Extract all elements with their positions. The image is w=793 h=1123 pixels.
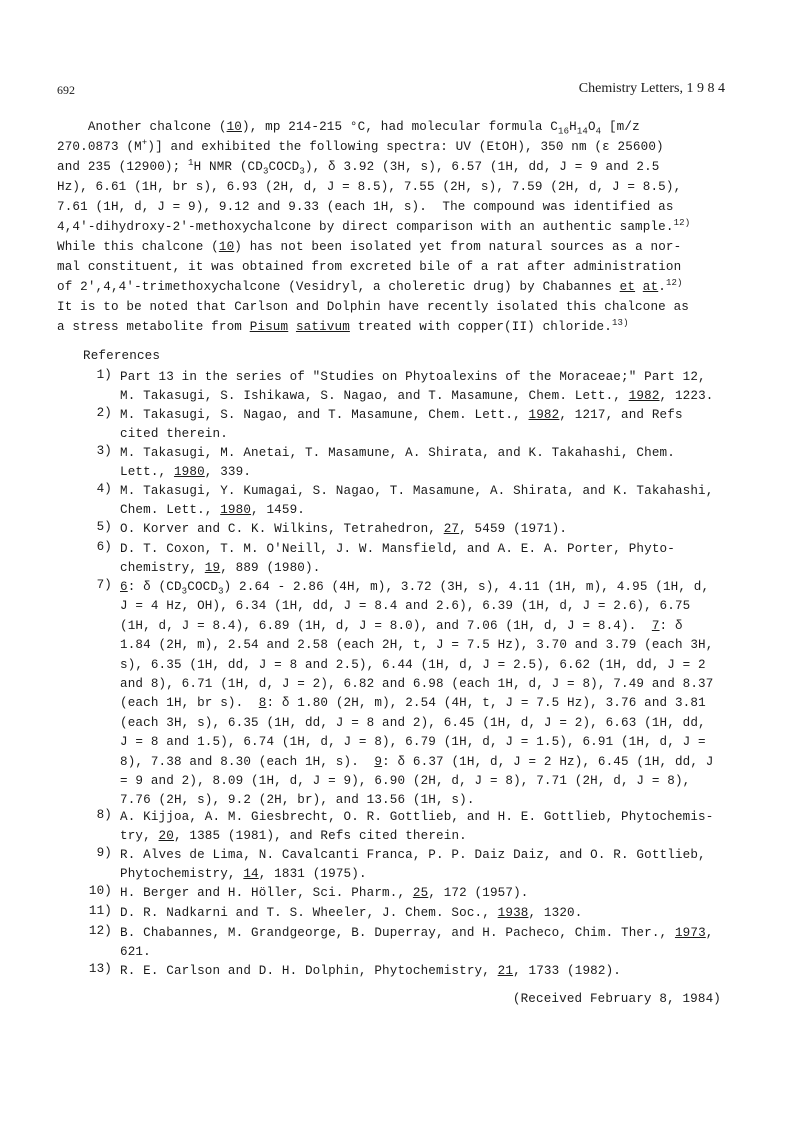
body-line-6: 4,4'-dihydroxy-2'-methoxychalcone by direct comparison with an authentic sample.$^{12)}$ [57,217,691,234]
body-line-1: Another chalcone (10), mp 214-215 °C, had molecular formula $C_{16}H_{14}O_4$ [m/z [57,120,640,137]
reference-number: 10) [88,884,112,898]
body-line-5: 7.61 (1H, d, J = 9), 9.12 and 9.33 (each 1H, s). The compound was identified as [57,200,674,214]
reference-number: 4) [96,482,112,496]
reference-number: 7) [96,578,112,592]
reference-text: D. R. Nadkarni and T. S. Wheeler, J. Chem. Soc., 1938, 1320. [120,906,583,920]
reference-number: 5) [96,520,112,534]
body-line-11: a stress metabolite from Pisum sativum treated with copper(II) chloride.$^{13)}$ [57,317,629,334]
body-line-4: Hz), 6.61 (1H, br s), 6.93 (2H, d, J = 8.5), 7.55 (2H, s), 7.59 (2H, d, J = 8.5), [57,180,682,194]
reference-number: 6) [96,540,112,554]
reference-text: M. Takasugi, M. Anetai, T. Masamune, A. Shirata, and K. Takahashi, Chem. Lett., 1980, 339. [120,446,683,480]
reference-number: 9) [96,846,112,860]
body-line-3: and 235 (12900); $^1$H NMR $(CD_3COCD_3)$, δ 3.92 (3H, s), 6.57 (1H, dd, J = 9 and 2.5 [57,157,660,177]
reference-number: 1) [96,368,112,382]
reference-text: R. E. Carlson and D. H. Dolphin, Phytochemistry, 21, 1733 (1982). [120,964,621,978]
body-line-10: It is to be noted that Carlson and Dolphin have recently isolated this chalcone as [57,300,690,314]
reference-text: M. Takasugi, S. Nagao, and T. Masamune, Chem. Lett., 1982, 1217, and Refs cited therein. [120,408,691,442]
reference-text: O. Korver and C. K. Wilkins, Tetrahedron, 27, 5459 (1971). [120,522,568,536]
reference-text: H. Berger and H. Höller, Sci. Pharm., 25, 172 (1957). [120,886,529,900]
reference-text: Part 13 in the series of "Studies on Phytoalexins of the Moraceae;" Part 12, M. Takasugi, S. Ishikawa, S. Nagao, and T. Masamune, Chem. Lett., 1982, 1223. [120,370,714,404]
page-number: 692 [57,83,75,97]
body-line-8: mal constituent, it was obtained from excreted bile of a rat after administration [57,260,682,274]
body-line-7: While this chalcone (10) has not been isolated yet from natural sources as a nor- [57,240,682,254]
body-line-2: 270.0873 (M+)] and exhibited the following spectra: UV (EtOH), 350 nm (ε 25600) [57,137,664,154]
reference-text: B. Chabannes, M. Grandgeorge, B. Duperray, and H. Pacheco, Chim. Ther., 1973, 621. [120,926,722,960]
received-date: (Received February 8, 1984) [512,992,721,1006]
reference-text: A. Kijjoa, A. M. Giesbrecht, O. R. Gottlieb, and H. E. Gottlieb, Phytochemis- try, 20, 1385 (1981), and Refs cited therein. [120,810,722,844]
reference-number: 8) [96,808,112,822]
reference-text: R. Alves de Lima, N. Cavalcanti Franca, P. P. Daiz Daiz, and O. R. Gottlieb, Phytochemistry, 14, 1831 (1975). [120,848,714,882]
reference-number: 12) [88,924,112,938]
reference-number: 2) [96,406,112,420]
body-line-9: of 2',4,4'-trimethoxychalcone (Vesidryl, a choleretic drug) by Chabannes et at.$^{12)}$ [57,277,683,294]
reference-text: 6: δ $(CD_3COCD_3)$ 2.64 - 2.86 (4H, m), 3.72 (3H, s), 4.11 (1H, m), 4.95 (1H, d, J = 4 Hz, OH), 6.34 (1H, dd, J = 8.4 and 2.6), 6.39 (1H, d, J = 2.6), 6.75 (1H, d, J = 8.4), 6.89 (1H, d, J = 8.0), and 7.06 (1H, d, J = 8.4). 7: δ 1.84 (2H, m), 2.54 and 2.58 (each 2H, t, J = 7.5 Hz), 3.70 and 3.79 (each 3H, s), 6.35 (1H, dd, J = 8 and 2.5), 6.44 (1H, d, J = 2.5), 6.62 (1H, dd, J = 2 and 8), 6.71 (1H, d, J = 2), 6.82 and 6.98 (each 1H, d, J = 8), 7.49 and 8.37 (each 1H, br s). 8: δ 1.80 (2H, m), 2.54 (4H, t, J = 7.5 Hz), 3.76 and 3.81 (each 3H, s), 6.35 (1H, dd, J = 8 and 2), 6.45 (1H, d, J = 2), 6.63 (1H, dd, J = 8 and 1.5), 6.74 (1H, d, J = 8), 6.79 (1H, d, J = 1.5), 6.91 (1H, d, J = 8), 7.38 and 8.30 (each 1H, s). 9: δ 6.37 (1H, d, J = 2 Hz), 6.45 (1H, dd, J = 9 and 2), 8.09 (1H, d, J = 9), 6.90 (2H, d, J = 8), 7.71 (2H, d, J = 8), 7.76 (2H, s), 9.2 (2H, br), and 13.56 (1H, s). [120,580,722,808]
reference-number: 11) [88,904,112,918]
reference-text: M. Takasugi, Y. Kumagai, S. Nagao, T. Masamune, A. Shirata, and K. Takahashi, Chem. Lett., 1980, 1459. [120,484,722,518]
reference-number: 3) [96,444,112,458]
journal-header: Chemistry Letters, 1 9 8 4 [578,81,725,96]
reference-text: D. T. Coxon, T. M. O'Neill, J. W. Mansfield, and A. E. A. Porter, Phyto- chemistry, 19, 889 (1980). [120,542,683,576]
references-heading: References [83,349,161,363]
reference-number: 13) [88,962,112,976]
